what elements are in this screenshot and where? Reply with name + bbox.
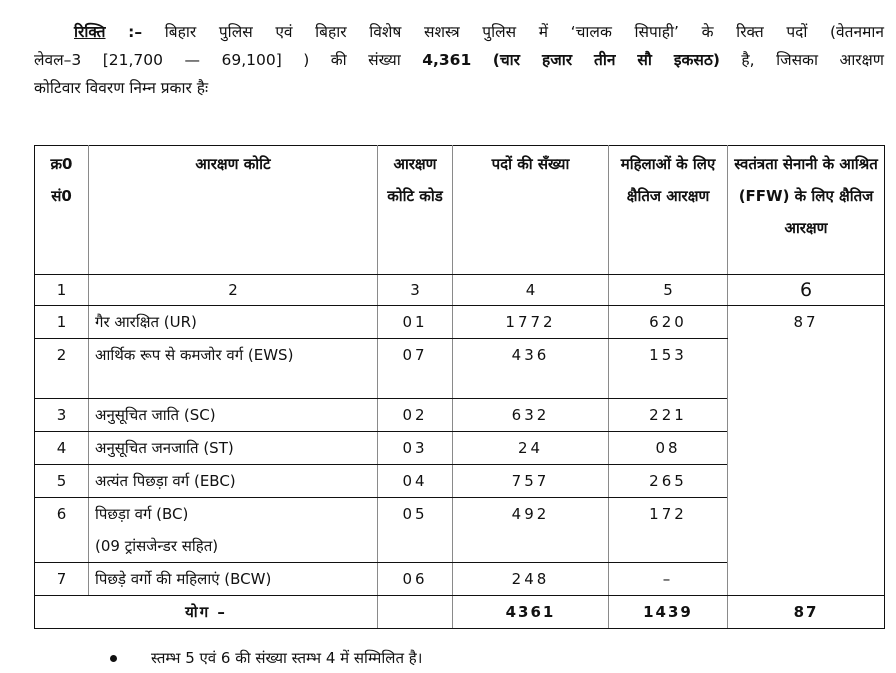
row-category-note: (09 ट्रांसजेन्डर सहित) xyxy=(95,537,219,555)
row-women: 153 xyxy=(609,339,728,399)
column-number-row xyxy=(35,275,885,306)
row-women: 265 xyxy=(609,465,728,498)
row-category: आर्थिक रूप से कमजोर वर्ग (EWS) xyxy=(89,339,378,399)
row-code: 06 xyxy=(378,563,453,596)
row-category: पिछड़े वर्गो की महिलाएं (BCW) xyxy=(89,563,378,596)
total-code xyxy=(378,596,453,629)
row-women: 08 xyxy=(609,432,728,465)
row-code: 07 xyxy=(378,339,453,399)
row-women: 221 xyxy=(609,399,728,432)
row-category-cell xyxy=(89,498,378,563)
total-posts: 4361 xyxy=(453,596,609,629)
total-ffw: 87 xyxy=(728,596,885,629)
column-number: 1 xyxy=(35,275,89,306)
column-number: 2 xyxy=(89,275,378,306)
bullet-icon xyxy=(110,655,117,662)
row-women: 172 xyxy=(609,498,728,563)
row-code: 02 xyxy=(378,399,453,432)
row-serial: 1 xyxy=(35,306,89,339)
intro-line-3: कोटिवार विवरण निम्न प्रकार हैः xyxy=(34,79,209,97)
intro-line-2-prefix: लेवल–3 [21,700 — 69,100] ) की संख्या xyxy=(34,51,401,69)
row-serial: 6 xyxy=(35,498,89,563)
column-number: 3 xyxy=(378,275,453,306)
table-row xyxy=(35,306,885,339)
header-ffw: स्वतंत्रता सेनानी के आश्रित (FFW) के लिए क्षैतिज आरक्षण xyxy=(728,146,885,275)
row-posts: 632 xyxy=(453,399,609,432)
header-women: महिलाओं के लिए क्षैतिज आरक्षण xyxy=(609,146,728,275)
header-code: आरक्षण कोटि कोड xyxy=(378,146,453,275)
row-code: 01 xyxy=(378,306,453,339)
row-serial: 3 xyxy=(35,399,89,432)
reservation-table xyxy=(34,145,885,629)
row-posts: 1772 xyxy=(453,306,609,339)
row-women: 620 xyxy=(609,306,728,339)
row-women: – xyxy=(609,563,728,596)
row-posts: 492 xyxy=(453,498,609,563)
row-serial: 5 xyxy=(35,465,89,498)
row-posts: 24 xyxy=(453,432,609,465)
total-label: योग – xyxy=(35,596,378,629)
row-posts: 436 xyxy=(453,339,609,399)
header-posts: पदों की सँख्या xyxy=(453,146,609,275)
column-number: 4 xyxy=(453,275,609,306)
row-code: 04 xyxy=(378,465,453,498)
intro-paragraph xyxy=(34,18,884,102)
header-category: आरक्षण कोटि xyxy=(89,146,378,275)
row-category: अत्यंत पिछड़ा वर्ग (EBC) xyxy=(89,465,378,498)
ffw-merged-cell: 87 xyxy=(728,306,885,596)
column-number: 5 xyxy=(609,275,728,306)
row-category: गैर आरक्षित (UR) xyxy=(89,306,378,339)
vacancy-separator: :– xyxy=(128,23,143,41)
row-category: अनुसूचित जाति (SC) xyxy=(89,399,378,432)
row-code: 05 xyxy=(378,498,453,563)
row-serial: 4 xyxy=(35,432,89,465)
intro-line-2 xyxy=(34,46,884,74)
total-women: 1439 xyxy=(609,596,728,629)
footnote xyxy=(110,648,422,668)
header-serial: क्र0 सं0 xyxy=(35,146,89,275)
footnote-text: स्तम्भ 5 एवं 6 की संख्या स्तम्भ 4 में सम्मिलित है। xyxy=(151,649,423,667)
total-posts-number: 4,361 xyxy=(422,51,472,69)
intro-line-2-suffix: है, जिसका आरक्षण xyxy=(741,51,884,69)
intro-line-1 xyxy=(34,18,884,46)
row-code: 03 xyxy=(378,432,453,465)
table-header-row xyxy=(35,146,885,275)
total-posts-words: (चार हजार तीन सौ इकसठ) xyxy=(492,51,720,69)
row-posts: 757 xyxy=(453,465,609,498)
row-serial: 2 xyxy=(35,339,89,399)
intro-line-1-text: बिहार पुलिस एवं बिहार विशेष सशस्त्र पुलिस में ‘चालक सिपाही’ के रिक्त पदों (वेतनमान xyxy=(164,23,884,41)
row-posts: 248 xyxy=(453,563,609,596)
vacancy-label: रिक्ति xyxy=(74,23,106,41)
column-number: 6 xyxy=(728,275,885,306)
row-category: पिछड़ा वर्ग (BC) xyxy=(95,505,189,523)
row-category: अनुसूचित जनजाति (ST) xyxy=(89,432,378,465)
total-row xyxy=(35,596,885,629)
row-serial: 7 xyxy=(35,563,89,596)
